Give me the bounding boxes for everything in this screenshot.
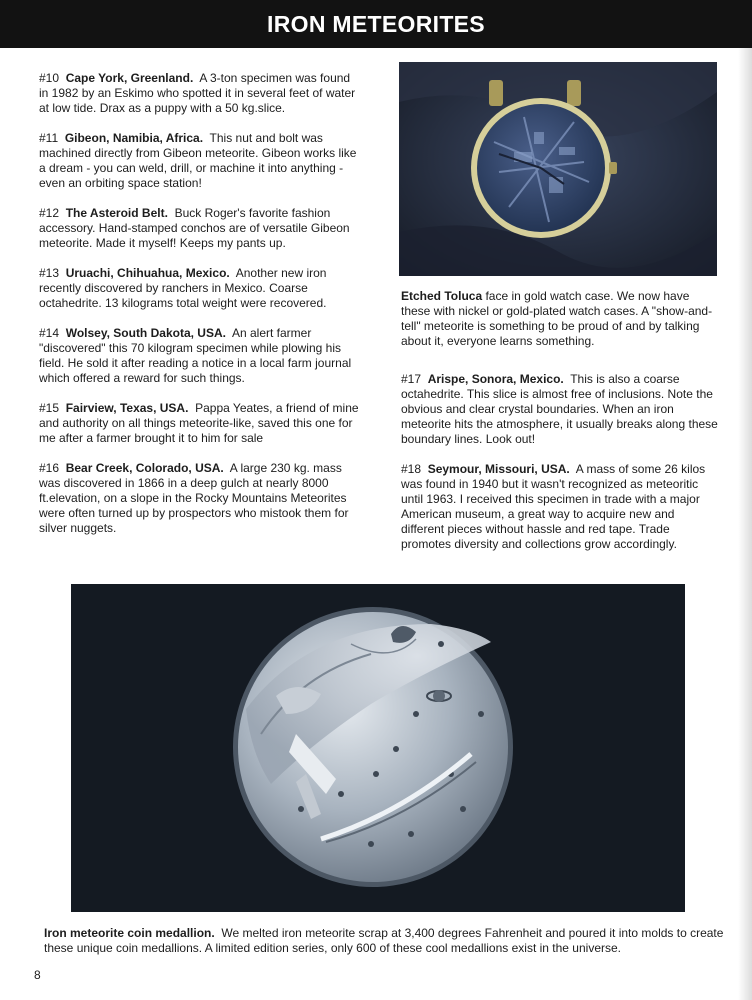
entry-15: #15 Fairview, Texas, USA. Pappa Yeates, a friend of mine and authority on all things meteorite-like, saved this one for me after a farmer brought it to him for sale: [39, 401, 359, 445]
coin-caption: Iron meteorite coin medallion. We melted iron meteorite scrap at 3,400 degrees Fahrenheit and poured it into molds to create these unique coin medallions. A limited edition series, only 600 of these cool medallions exist in the universe.: [44, 926, 724, 955]
entry-10: #10 Cape York, Greenland. A 3-ton specimen was found in 1982 by an Eskimo who spotted it in several feet of water at low tide. Drax as a puppy with a 50 kg.slice.: [39, 71, 356, 115]
page-title: IRON METEORITES: [267, 10, 485, 37]
coin-medallion-photo: [71, 584, 685, 912]
page-edge-shadow: [738, 48, 752, 1000]
watch-photo: [399, 62, 717, 276]
entry-18: #18 Seymour, Missouri, USA. A mass of some 26 kilos was found in 1940 but it wasn't recognized as meteoritic until 1963. I received this specimen in trade with a major American museum, a great way to acquire new and different pieces without hassle and red tape. Trade promotes diversity and collections grow accordingly.: [401, 462, 706, 551]
entry-16: #16 Bear Creek, Colorado, USA. A large 230 kg. mass was discovered in 1866 in a deep gulch at nearly 8000 ft.elevation, on a slope in the Rocky Mountains Meteorites were often turned up by prospectors who mistook them for silver nuggets.: [39, 461, 349, 535]
right-column: [401, 372, 719, 567]
watch-caption: Etched Toluca face in gold watch case. We now have these with nickel or gold-plated watch cases. A "show-and-tell" meteorite is something to be proud of and by talking about it, everyone learns something.: [401, 289, 713, 348]
entry-13: #13 Uruachi, Chihuahua, Mexico. Another new iron recently discovered by ranchers in Mexico. Coarse octahedrite. 13 kilograms total weight were recovered.: [39, 266, 327, 310]
entry-12: #12 The Asteroid Belt. Buck Roger's favorite fashion accessory. Hand-stamped conchos are of versatile Gibeon meteorite. Made it myself! Keeps my pants up.: [39, 206, 350, 250]
left-column: [39, 71, 360, 551]
entry-17: #17 Arispe, Sonora, Mexico. This is also a coarse octahedrite. This slice is almost free of inclusions. Note the obvious and clear crystal boundaries. When an iron meteorite hits the atmosphere, it usually breaks along these boundary lines. Look out!: [401, 372, 718, 446]
page-header: [0, 0, 752, 48]
entry-14: #14 Wolsey, South Dakota, USA. An alert farmer "discovered" this 70 kilogram specimen while plowing his field. He sold it after reading a notice in a local farm journal which offered a reward for such things.: [39, 326, 352, 385]
page-number: 8: [34, 968, 41, 982]
entry-11: #11 Gibeon, Namibia, Africa. This nut and bolt was machined directly from Gibeon meteorite. Gibeon works like a dream - you can weld, drill, or machine it into anything - even an orbiting space station!: [39, 131, 357, 190]
